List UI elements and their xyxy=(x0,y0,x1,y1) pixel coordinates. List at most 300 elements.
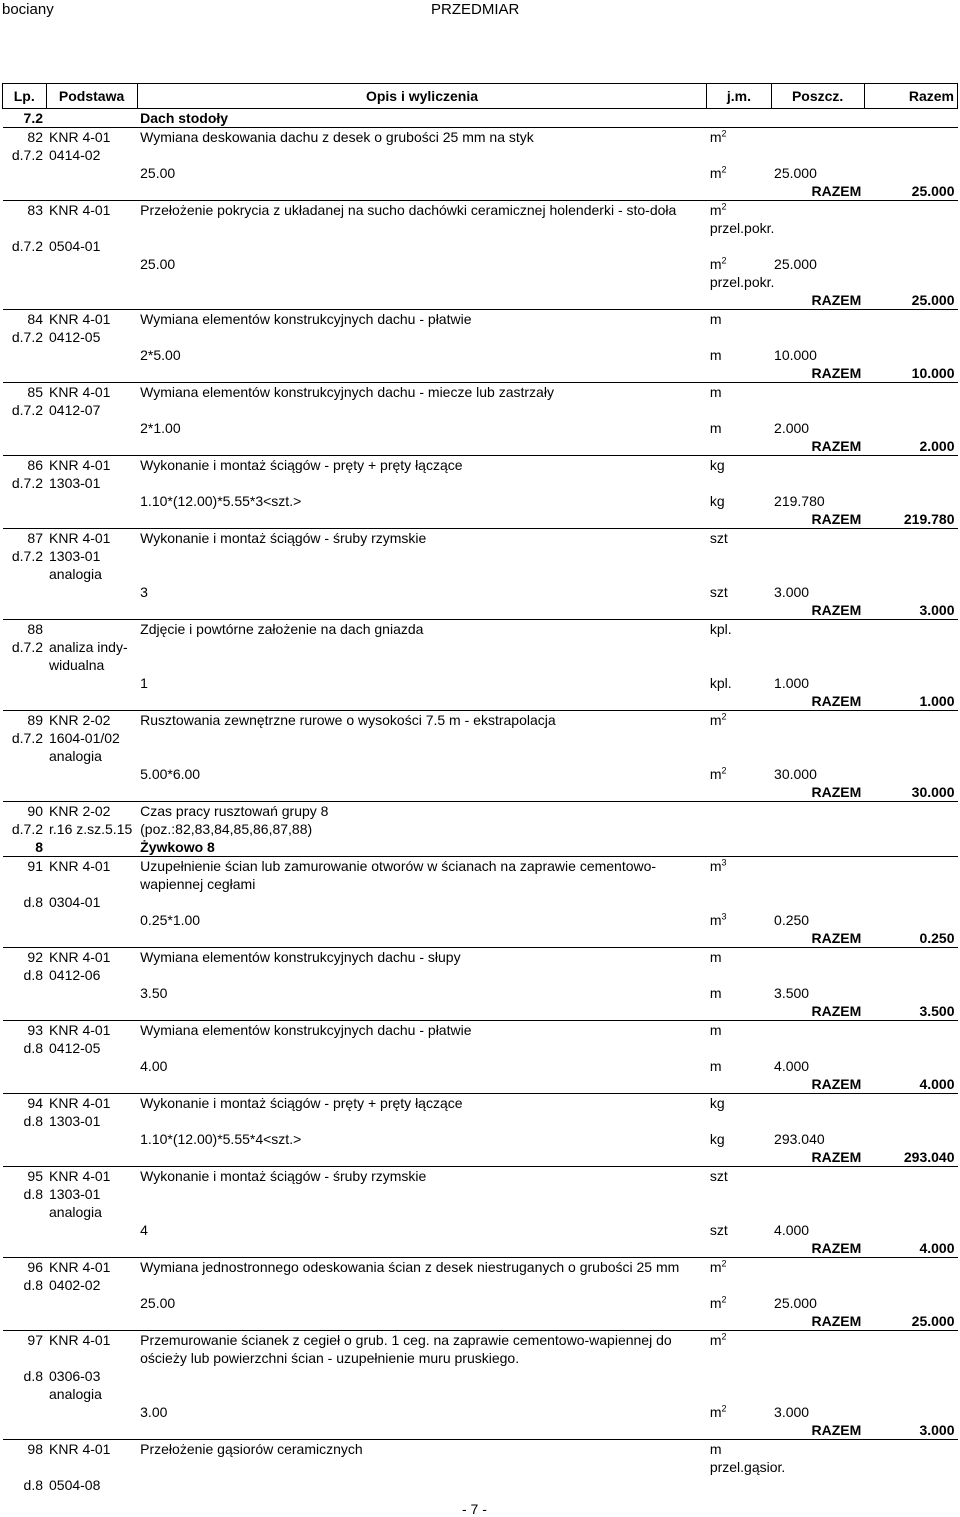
calc-expression: 3 xyxy=(140,584,148,600)
empty-cell xyxy=(3,1312,772,1331)
calc-row xyxy=(3,911,958,929)
item-description-cont xyxy=(137,146,957,164)
item-description: Przemurowanie ścianek z cegieł o grub. 1 ceg. na zaprawie cementowo-wapiennej do ościeży lub powierzchni ścian - uzupełnienie muru pruskiego. xyxy=(140,1332,672,1366)
calc-value: 3.500 xyxy=(774,985,810,1001)
empty-cell xyxy=(771,1167,864,1186)
empty-cell xyxy=(3,182,772,201)
calc-expression: 1.10*(12.00)*5.55*4<szt.> xyxy=(140,1131,302,1147)
item-basis: analiza indy- xyxy=(49,639,128,655)
item-description-cont xyxy=(137,1476,957,1494)
empty-cell xyxy=(46,984,137,1002)
total-value: 4.000 xyxy=(864,1239,957,1258)
empty-cell xyxy=(46,346,137,364)
calc-row xyxy=(3,346,958,364)
item-basis: analogia xyxy=(49,1386,102,1402)
item-number: 83 xyxy=(27,202,43,218)
item-basis: 1303-01 xyxy=(49,1186,101,1202)
empty-cell xyxy=(3,565,47,583)
empty-cell xyxy=(864,1021,957,1040)
item-chapter: d.7.2 xyxy=(11,147,43,163)
total-row xyxy=(3,1239,958,1258)
total-label: RAZEM xyxy=(771,291,864,310)
total-row xyxy=(3,1002,958,1021)
calc-expression: 2*1.00 xyxy=(140,420,181,436)
empty-cell xyxy=(864,128,957,147)
calc-value: 10.000 xyxy=(774,347,817,363)
item-basis: KNR 4-01 xyxy=(49,1022,111,1038)
empty-cell xyxy=(771,802,864,821)
item-number: 95 xyxy=(27,1168,43,1184)
calc-expression: 4 xyxy=(140,1222,148,1238)
item-basis: KNR 4-01 xyxy=(49,1259,111,1275)
calc-value: 3.000 xyxy=(774,1404,810,1420)
empty-cell xyxy=(771,383,864,402)
empty-cell xyxy=(771,620,864,639)
calc-unit: kpl. xyxy=(709,675,732,691)
calc-unit: $m^3$ xyxy=(709,911,727,928)
empty-cell xyxy=(771,857,864,894)
empty-cell xyxy=(46,1057,137,1075)
empty-cell xyxy=(864,1057,957,1075)
table-row xyxy=(3,1476,958,1494)
col-header-total: Razem xyxy=(864,84,957,109)
col-header-basis: Podstawa xyxy=(46,84,137,109)
item-number: 98 xyxy=(27,1441,43,1457)
empty-cell xyxy=(3,1239,772,1258)
calc-value: 4.000 xyxy=(774,1058,810,1074)
total-value: 3.500 xyxy=(864,1002,957,1021)
item-basis: 0412-07 xyxy=(49,402,101,418)
item-number: 96 xyxy=(27,1259,43,1275)
empty-cell xyxy=(46,255,137,291)
table-row xyxy=(3,1167,958,1186)
total-value: 10.000 xyxy=(864,364,957,383)
total-row xyxy=(3,437,958,456)
calc-expression: 1 xyxy=(140,675,148,691)
empty-cell xyxy=(864,1258,957,1277)
total-row xyxy=(3,692,958,711)
empty-cell xyxy=(771,948,864,967)
total-value: 219.780 xyxy=(864,510,957,529)
table-row xyxy=(3,328,958,346)
item-basis: 1303-01 xyxy=(49,1113,101,1129)
empty-cell xyxy=(864,456,957,475)
empty-cell xyxy=(3,1148,772,1167)
empty-cell xyxy=(3,783,772,802)
empty-cell xyxy=(864,911,957,929)
item-basis: widualna xyxy=(49,657,105,673)
item-number: 97 xyxy=(27,1332,43,1348)
item-basis: KNR 4-01 xyxy=(49,202,111,218)
item-unit: m xyxy=(709,949,722,965)
table-row xyxy=(3,456,958,475)
calc-expression: 0.25*1.00 xyxy=(140,912,201,928)
empty-cell xyxy=(3,1403,47,1421)
calc-row xyxy=(3,583,958,601)
empty-cell xyxy=(137,1203,957,1221)
calc-row xyxy=(3,674,958,692)
calc-unit: $m^2$ przel.pokr. xyxy=(709,255,775,290)
empty-cell xyxy=(46,1294,137,1312)
item-unit: m przel.gąsior. xyxy=(709,1441,786,1475)
table-row xyxy=(3,747,958,765)
section-row xyxy=(3,838,958,857)
item-basis: KNR 2-02 xyxy=(49,712,111,728)
total-row xyxy=(3,364,958,383)
calc-unit: $m^2$ xyxy=(709,1294,727,1311)
calc-unit: m xyxy=(709,985,722,1001)
empty-cell xyxy=(3,656,47,674)
empty-cell xyxy=(3,1294,47,1312)
empty-cell xyxy=(137,747,957,765)
empty-cell xyxy=(3,1203,47,1221)
total-value: 4.000 xyxy=(864,1075,957,1094)
item-unit: $m^2$ przel.pokr. xyxy=(709,201,775,236)
total-label: RAZEM xyxy=(771,1239,864,1258)
calc-value: 1.000 xyxy=(774,675,810,691)
calc-expression: 3.00 xyxy=(140,1404,168,1420)
item-basis: r.16 z.sz.5.15 xyxy=(49,821,133,837)
item-unit: $m^3$ xyxy=(709,857,727,874)
item-description: Wymiana elementów konstrukcyjnych dachu - miecze lub zastrzały xyxy=(140,384,554,400)
item-basis: KNR 4-01 xyxy=(49,530,111,546)
bill-of-quantities-table xyxy=(2,83,958,1494)
section-number: 8 xyxy=(3,838,47,857)
item-description: Rusztowania zewnętrzne rurowe o wysokości 7.5 m - ekstrapolacja xyxy=(140,712,556,728)
calc-unit: kg xyxy=(709,1131,725,1147)
empty-cell xyxy=(864,1221,957,1239)
total-row xyxy=(3,1312,958,1331)
calc-value: 4.000 xyxy=(774,1222,810,1238)
item-number: 85 xyxy=(27,384,43,400)
empty-cell xyxy=(864,419,957,437)
page-number: - 7 - xyxy=(462,1501,487,1517)
calc-value: 219.780 xyxy=(774,493,825,509)
table-row xyxy=(3,638,958,656)
item-basis: 0412-06 xyxy=(49,967,101,983)
total-row xyxy=(3,1075,958,1094)
item-description-cont xyxy=(137,1367,957,1385)
calc-row xyxy=(3,1130,958,1148)
empty-cell xyxy=(3,692,772,711)
empty-cell xyxy=(3,929,772,948)
table-row xyxy=(3,729,958,747)
empty-cell xyxy=(137,656,957,674)
total-row xyxy=(3,291,958,310)
empty-cell xyxy=(771,529,864,548)
calc-value: 0.250 xyxy=(774,912,810,928)
calc-row xyxy=(3,1221,958,1239)
col-header-lp: Lp. xyxy=(3,84,47,109)
item-unit: kpl. xyxy=(709,621,732,637)
col-header-unit: j.m. xyxy=(707,84,771,109)
empty-cell xyxy=(771,1258,864,1277)
empty-cell xyxy=(864,529,957,548)
item-description: Wymiana deskowania dachu z desek o grubości 25 mm na styk xyxy=(140,129,534,145)
table-row xyxy=(3,1021,958,1040)
item-unit xyxy=(707,802,771,821)
empty-cell xyxy=(137,565,957,583)
item-basis: KNR 4-01 xyxy=(49,1168,111,1184)
empty-cell xyxy=(46,492,137,510)
empty-cell xyxy=(3,911,47,929)
calc-value: 25.000 xyxy=(774,256,817,272)
empty-cell xyxy=(3,364,772,383)
item-basis: 0412-05 xyxy=(49,329,101,345)
total-label: RAZEM xyxy=(771,1002,864,1021)
table-row xyxy=(3,1385,958,1403)
section-number: 7.2 xyxy=(3,109,47,128)
table-header-row xyxy=(3,84,958,109)
total-label: RAZEM xyxy=(771,510,864,529)
total-row xyxy=(3,1421,958,1440)
empty-cell xyxy=(46,1221,137,1239)
table-row xyxy=(3,146,958,164)
calc-unit: $m^2$ xyxy=(709,765,727,782)
item-unit: $m^2$ xyxy=(709,128,727,145)
empty-cell xyxy=(3,291,772,310)
calc-row xyxy=(3,255,958,291)
empty-cell xyxy=(771,310,864,329)
empty-cell xyxy=(3,437,772,456)
item-number: 93 xyxy=(27,1022,43,1038)
total-value: 25.000 xyxy=(864,291,957,310)
empty-cell xyxy=(771,456,864,475)
empty-cell xyxy=(864,492,957,510)
item-basis: KNR 4-01 xyxy=(49,129,111,145)
table-row xyxy=(3,1258,958,1277)
total-row xyxy=(3,182,958,201)
item-basis: analogia xyxy=(49,566,102,582)
empty-cell xyxy=(864,1294,957,1312)
item-basis: KNR 4-01 xyxy=(49,858,111,874)
item-basis: KNR 4-01 xyxy=(49,311,111,327)
item-description-cont xyxy=(137,729,957,747)
section-title: Dach stodoły xyxy=(137,109,957,128)
item-number: 87 xyxy=(27,530,43,546)
total-label: RAZEM xyxy=(771,601,864,620)
calc-expression: 4.00 xyxy=(140,1058,168,1074)
empty-cell xyxy=(3,1075,772,1094)
empty-cell xyxy=(864,1331,957,1368)
table-row xyxy=(3,1112,958,1130)
empty-cell xyxy=(3,164,47,182)
item-unit: m xyxy=(709,384,722,400)
empty-cell xyxy=(46,1130,137,1148)
empty-cell xyxy=(864,765,957,783)
empty-cell xyxy=(3,419,47,437)
item-description: Wymiana elementów konstrukcyjnych dachu - płatwie xyxy=(140,311,472,327)
item-basis: 1303-01 xyxy=(49,475,101,491)
calc-expression: 5.00*6.00 xyxy=(140,766,201,782)
calc-value: 3.000 xyxy=(774,584,810,600)
item-chapter: d.7.2 xyxy=(11,548,43,564)
empty-cell xyxy=(3,1002,772,1021)
total-value: 293.040 xyxy=(864,1148,957,1167)
table-row xyxy=(3,565,958,583)
calc-value: 25.000 xyxy=(774,1295,817,1311)
calc-row xyxy=(3,1403,958,1421)
calc-expression: 2*5.00 xyxy=(140,347,181,363)
item-number: 91 xyxy=(27,858,43,874)
header-document-title: PRZEDMIAR xyxy=(431,1,520,18)
item-description-cont xyxy=(137,1276,957,1294)
total-label: RAZEM xyxy=(771,783,864,802)
total-label: RAZEM xyxy=(771,1421,864,1440)
section-spacer xyxy=(46,838,137,857)
calc-unit: $m^2$ xyxy=(709,164,727,181)
calc-expression: 1.10*(12.00)*5.55*3<szt.> xyxy=(140,493,302,509)
table-row xyxy=(3,529,958,548)
empty-cell xyxy=(864,164,957,182)
col-header-description: Opis i wyliczenia xyxy=(137,84,707,109)
item-chapter: d.7.2 xyxy=(11,475,43,491)
item-chapter: d.8 xyxy=(23,1277,43,1293)
empty-cell xyxy=(864,255,957,291)
empty-cell xyxy=(864,948,957,967)
item-description-cont xyxy=(137,1185,957,1203)
calc-value: 25.000 xyxy=(774,165,817,181)
item-chapter: d.7.2 xyxy=(11,730,43,746)
empty-cell xyxy=(3,346,47,364)
item-chapter: d.7.2 xyxy=(11,821,43,837)
empty-cell xyxy=(46,911,137,929)
empty-cell xyxy=(3,583,47,601)
item-description-cont xyxy=(137,638,957,656)
item-number: 89 xyxy=(27,712,43,728)
empty-cell xyxy=(3,765,47,783)
item-unit: szt xyxy=(709,530,728,546)
item-basis: 0414-02 xyxy=(49,147,101,163)
item-basis: KNR 4-01 xyxy=(49,457,111,473)
section-row xyxy=(3,109,958,128)
item-basis: 0402-02 xyxy=(49,1277,101,1293)
empty-cell xyxy=(3,510,772,529)
item-chapter: d.8 xyxy=(23,1186,43,1202)
item-description-cont xyxy=(137,1112,957,1130)
table-row xyxy=(3,1276,958,1294)
total-value: 3.000 xyxy=(864,601,957,620)
item-number: 92 xyxy=(27,949,43,965)
item-chapter: d.8 xyxy=(23,967,43,983)
empty-cell xyxy=(3,1057,47,1075)
calc-row xyxy=(3,1294,958,1312)
empty-cell xyxy=(3,747,47,765)
empty-cell xyxy=(771,1094,864,1113)
item-chapter: d.8 xyxy=(23,1368,43,1384)
item-description-cont xyxy=(137,966,957,984)
table-row xyxy=(3,401,958,419)
calc-unit: $m^2$ xyxy=(709,1403,727,1420)
table-row xyxy=(3,711,958,730)
empty-cell xyxy=(864,802,957,821)
table-row xyxy=(3,820,958,838)
calc-row xyxy=(3,1057,958,1075)
table-row xyxy=(3,474,958,492)
empty-cell xyxy=(771,128,864,147)
item-basis: 1303-01 xyxy=(49,548,101,564)
item-number: 82 xyxy=(27,129,43,145)
table-row xyxy=(3,857,958,894)
table-row xyxy=(3,1331,958,1368)
total-label: RAZEM xyxy=(771,437,864,456)
item-description-cont xyxy=(137,1039,957,1057)
item-description: Wykonanie i montaż ściągów - śruby rzymskie xyxy=(140,530,427,546)
empty-cell xyxy=(46,1403,137,1421)
total-value: 0.250 xyxy=(864,929,957,948)
empty-cell xyxy=(864,1440,957,1477)
item-description: Wykonanie i montaż ściągów - pręty + pręty łączące xyxy=(140,457,463,473)
item-number: 90 xyxy=(27,803,43,819)
calc-expression: 25.00 xyxy=(140,256,176,272)
calc-row xyxy=(3,419,958,437)
item-chapter: d.7.2 xyxy=(11,238,43,254)
calc-expression: 25.00 xyxy=(140,1295,176,1311)
total-label: RAZEM xyxy=(771,1075,864,1094)
total-label: RAZEM xyxy=(771,1148,864,1167)
item-chapter: d.7.2 xyxy=(11,639,43,655)
empty-cell xyxy=(864,711,957,730)
empty-cell xyxy=(864,1403,957,1421)
empty-cell xyxy=(3,255,47,291)
empty-cell xyxy=(864,201,957,238)
item-unit: kg xyxy=(709,457,725,473)
item-description-cont xyxy=(137,547,957,565)
empty-cell xyxy=(3,601,772,620)
total-label: RAZEM xyxy=(771,692,864,711)
item-unit: $m^2$ xyxy=(709,1331,727,1348)
item-basis: KNR 4-01 xyxy=(49,1441,111,1457)
empty-cell xyxy=(3,1385,47,1403)
item-unit: m xyxy=(709,311,722,327)
table-row xyxy=(3,1094,958,1113)
item-basis: 0304-01 xyxy=(49,894,101,910)
empty-cell xyxy=(864,984,957,1002)
table-row xyxy=(3,310,958,329)
item-description-cont xyxy=(137,474,957,492)
total-value: 3.000 xyxy=(864,1421,957,1440)
item-chapter: d.8 xyxy=(23,1113,43,1129)
total-row xyxy=(3,783,958,802)
table-row xyxy=(3,620,958,639)
item-chapter: d.8 xyxy=(23,894,43,910)
item-basis: KNR 4-01 xyxy=(49,949,111,965)
total-value: 30.000 xyxy=(864,783,957,802)
total-row xyxy=(3,929,958,948)
col-header-partial: Poszcz. xyxy=(771,84,864,109)
item-number: 88 xyxy=(27,621,43,637)
empty-cell xyxy=(864,674,957,692)
empty-cell xyxy=(46,419,137,437)
empty-cell xyxy=(864,583,957,601)
empty-cell xyxy=(771,711,864,730)
empty-cell xyxy=(3,1421,772,1440)
total-value: 2.000 xyxy=(864,437,957,456)
item-description: Wymiana elementów konstrukcyjnych dachu - słupy xyxy=(140,949,461,965)
table-row xyxy=(3,128,958,147)
item-description: Uzupełnienie ścian lub zamurowanie otworów w ścianach na zaprawie cementowo-wapiennej cegłami xyxy=(140,858,657,892)
total-row xyxy=(3,601,958,620)
calc-row xyxy=(3,984,958,1002)
item-unit: m xyxy=(709,1022,722,1038)
empty-cell xyxy=(864,1094,957,1113)
item-number: 86 xyxy=(27,457,43,473)
calc-unit: m xyxy=(709,420,722,436)
calc-row xyxy=(3,492,958,510)
item-basis: 0504-01 xyxy=(49,238,101,254)
item-description: Czas pracy rusztowań grupy 8 xyxy=(140,803,329,819)
table-row xyxy=(3,1440,958,1477)
